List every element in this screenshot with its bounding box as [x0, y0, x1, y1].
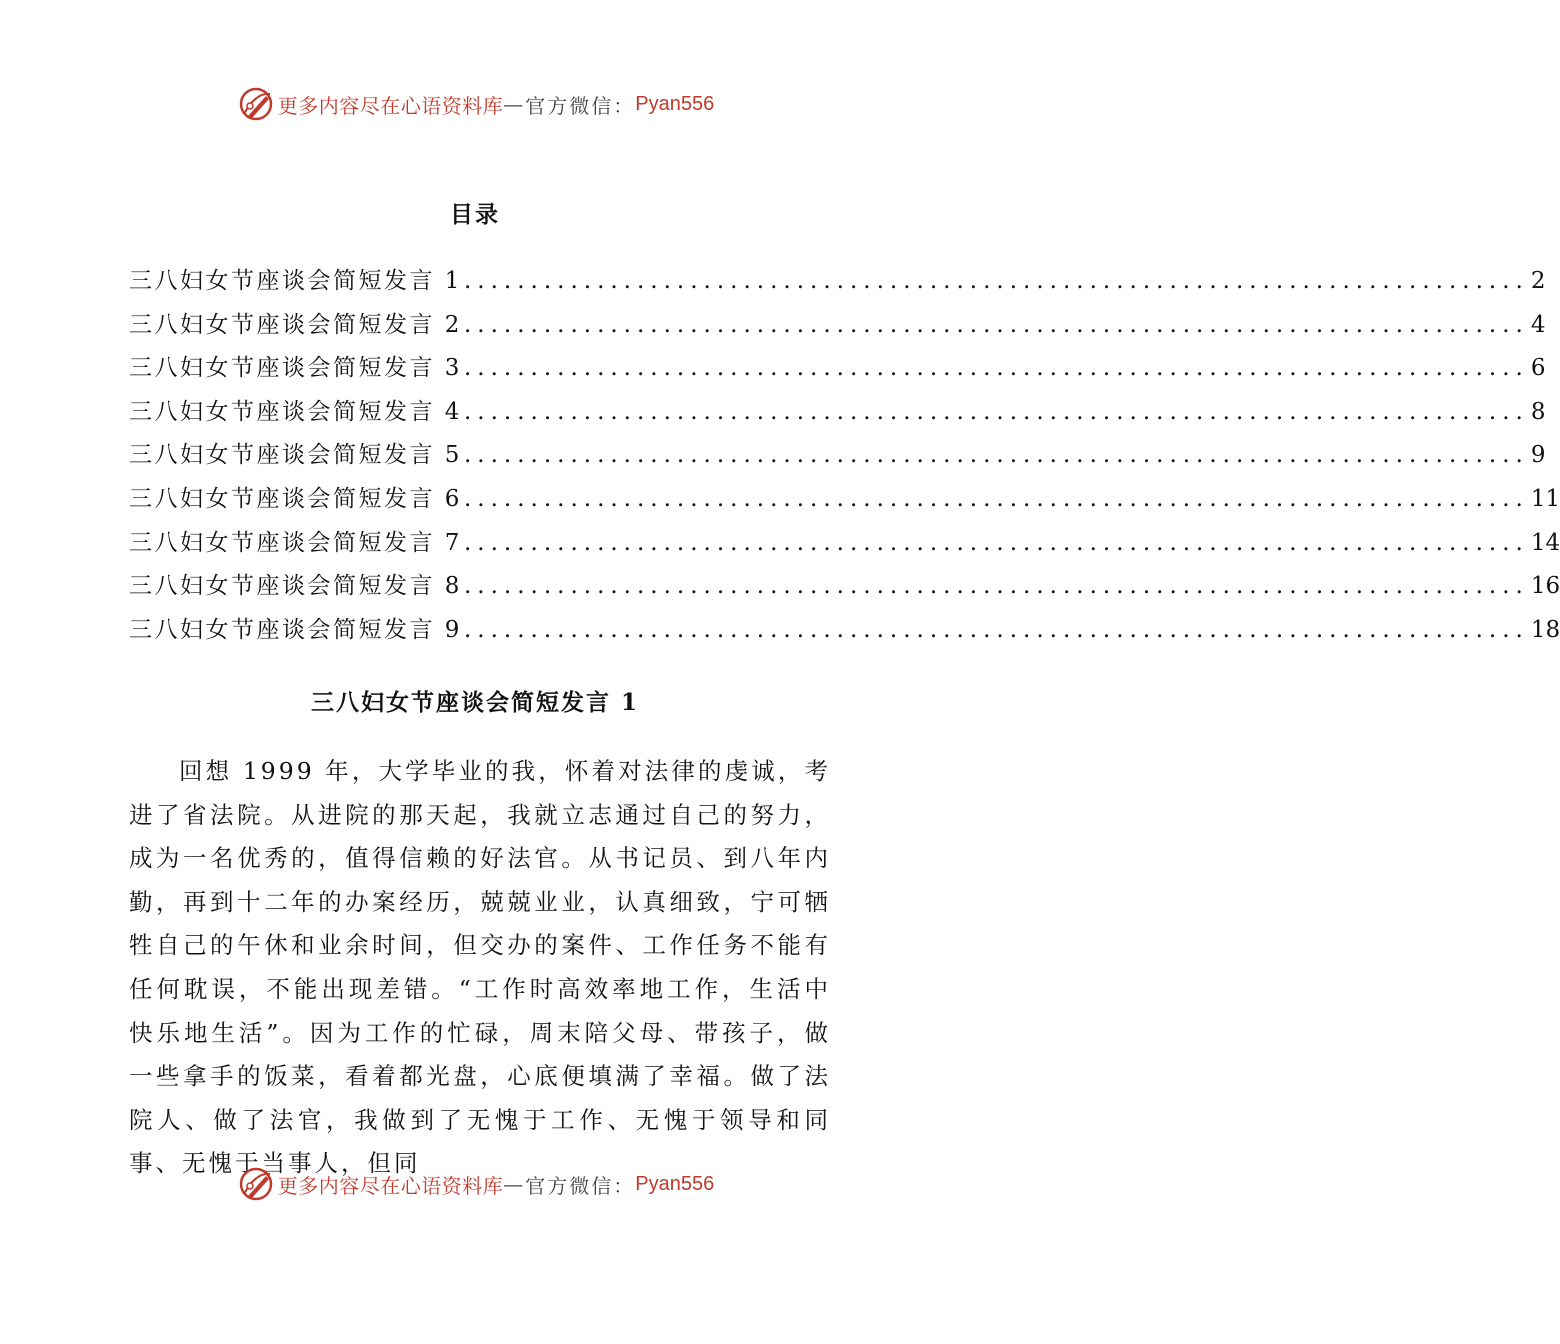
- table-of-contents: [129, 262, 1560, 654]
- toc-dot-leader: ................................................................................: [463, 398, 1529, 425]
- toc-dot-leader: ................................................................................: [463, 355, 1529, 382]
- toc-entry-label: 三八妇女节座谈会简短发言 8: [129, 573, 462, 600]
- toc-dot-leader: ................................................................................: [463, 616, 1529, 643]
- body-paragraph: 回想 1999 年，大学毕业的我，怀着对法律的虔诚，考进了省法院。从进院的那天起，我就立志通过自己的努力，成为一名优秀的，值得信赖的好法官。从书记员、到八年内勤，再到十二年的办案经历，兢兢业业，认真细致，宁可牺牲自己的午休和业余时间，但交办的案件、工作任务不能有任何耽误，不能出现差错。“工作时高效率地工作，生活中快乐地生活”。因为工作的忙碌，周末陪父母、带孩子，做一些拿手的饭菜，看着都光盘，心底便填满了幸福。做了法院人、做了法官，我做到了无愧于工作、无愧于领导和同事、无愧于当事人，但同: [129, 757, 831, 1178]
- toc-dot-leader: ................................................................................: [463, 442, 1529, 469]
- toc-entry-page: 11: [1530, 485, 1560, 512]
- toc-entry[interactable]: [129, 524, 1560, 568]
- toc-entry-label: 三八妇女节座谈会简短发言 3: [129, 355, 462, 382]
- toc-entry[interactable]: [129, 393, 1546, 437]
- toc-entry[interactable]: [129, 567, 1560, 611]
- toc-entry-label: 三八妇女节座谈会简短发言 1: [129, 268, 462, 294]
- toc-dot-leader: ................................................................................: [463, 573, 1529, 600]
- toc-entry-page: 16: [1530, 573, 1560, 600]
- toc-entry-page: 8: [1530, 398, 1546, 425]
- banner-wechat-id: Pyan556: [635, 92, 715, 115]
- toc-entry-label: 三八妇女节座谈会简短发言 2: [129, 311, 462, 338]
- toc-entry[interactable]: [129, 611, 1560, 655]
- toc-dot-leader: ................................................................................: [463, 485, 1529, 512]
- toc-entry-page: 2: [1530, 268, 1546, 294]
- toc-entry[interactable]: [129, 349, 1546, 393]
- toc-entry[interactable]: [129, 436, 1546, 480]
- banner-brand-text: 更多内容尽在心语资料库: [277, 1173, 504, 1198]
- toc-entry-label: 三八妇女节座谈会简短发言 7: [129, 529, 462, 556]
- toc-entry-label: 三八妇女节座谈会简短发言 9: [129, 616, 462, 643]
- banner-wechat-label: 官方微信：: [525, 93, 636, 118]
- footer-banner: [0, 1162, 950, 1206]
- toc-entry-page: 14: [1530, 529, 1560, 556]
- pen-logo-icon: [236, 1164, 276, 1204]
- toc-dot-leader: ................................................................................: [463, 268, 1529, 294]
- banner-brand-text: 更多内容尽在心语资料库: [277, 93, 504, 118]
- banner-wechat-id: Pyan556: [635, 1172, 715, 1195]
- toc-entry[interactable]: [129, 262, 1546, 306]
- pen-logo-icon: [236, 84, 276, 124]
- toc-entry-page: 18: [1530, 616, 1560, 643]
- banner-dash: —: [503, 92, 526, 116]
- toc-entry[interactable]: [129, 306, 1546, 350]
- toc-entry[interactable]: [129, 480, 1560, 524]
- toc-dot-leader: ................................................................................: [463, 311, 1529, 338]
- toc-entry-label: 三八妇女节座谈会简短发言 4: [129, 398, 462, 425]
- toc-entry-page: 9: [1530, 442, 1546, 469]
- toc-entry-label: 三八妇女节座谈会简短发言 5: [129, 442, 462, 469]
- toc-entry-label: 三八妇女节座谈会简短发言 6: [129, 485, 462, 512]
- banner-dash: —: [503, 1172, 526, 1196]
- banner-wechat-label: 官方微信：: [525, 1173, 636, 1198]
- toc-entry-page: 6: [1530, 355, 1546, 382]
- toc-dot-leader: ................................................................................: [463, 529, 1529, 556]
- toc-entry-page: 4: [1530, 311, 1546, 338]
- toc-title: 目录: [450, 201, 500, 228]
- header-banner: [0, 82, 950, 126]
- section-title: 三八妇女节座谈会简短发言 1: [310, 689, 639, 716]
